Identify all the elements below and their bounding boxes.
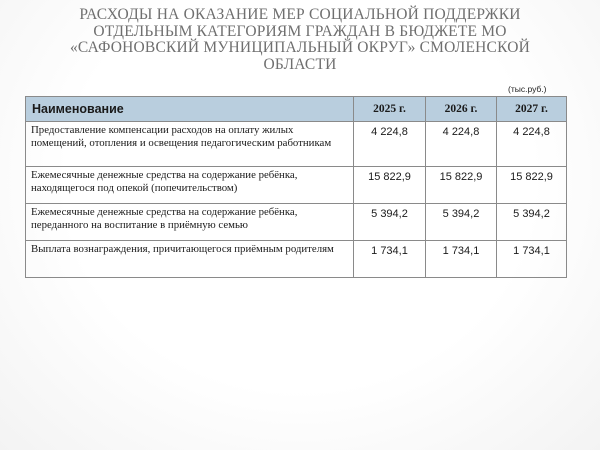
table-row — [26, 167, 567, 204]
slide-title-line: ОТДЕЛЬНЫМ КАТЕГОРИЯМ ГРАЖДАН В БЮДЖЕТЕ МО — [93, 22, 507, 40]
value-cell-2027: 5 394,2 — [497, 204, 567, 241]
value-cell-2027: 15 822,9 — [497, 167, 567, 204]
slide-title-line: «САФОНОВСКИЙ МУНИЦИПАЛЬНЫЙ ОКРУГ» СМОЛЕНСКОЙ — [69, 39, 531, 56]
column-header-name: Наименование — [26, 97, 354, 122]
value-cell-2025: 4 224,8 — [354, 122, 426, 167]
value-cell-2025: 5 394,2 — [354, 204, 426, 241]
unit-label: (тыс.руб.) — [508, 84, 547, 94]
row-name-cell: Ежемесячные денежные средства на содержание ребёнка, переданного на воспитание в приёмную семью — [26, 204, 354, 241]
slide-title — [40, 7, 560, 73]
value-cell-2025: 1 734,1 — [354, 241, 426, 278]
row-name-cell: Ежемесячные денежные средства на содержание ребёнка, находящегося под опекой (попечительством) — [26, 167, 354, 204]
value-cell-2027: 1 734,1 — [497, 241, 567, 278]
social-support-table — [25, 96, 567, 278]
value-cell-2026: 15 822,9 — [426, 167, 497, 204]
column-header-2027: 2027 г. — [497, 97, 567, 122]
column-header-2026: 2026 г. — [426, 97, 497, 122]
value-cell-2026: 5 394,2 — [426, 204, 497, 241]
slide-title-line: РАСХОДЫ НА ОКАЗАНИЕ МЕР СОЦИАЛЬНОЙ ПОДДЕРЖКИ — [79, 6, 521, 23]
value-cell-2026: 1 734,1 — [426, 241, 497, 278]
table-row — [26, 204, 567, 241]
table-row — [26, 241, 567, 278]
row-name-cell: Предоставление компенсации расходов на оплату жилых помещений, отопления и освещения педагогическим работникам — [26, 122, 354, 167]
row-name-cell: Выплата вознаграждения, причитающегося приёмным родителям — [26, 241, 354, 278]
value-cell-2025: 15 822,9 — [354, 167, 426, 204]
column-header-2025: 2025 г. — [354, 97, 426, 122]
value-cell-2026: 4 224,8 — [426, 122, 497, 167]
slide-title-line: ОБЛАСТИ — [263, 55, 337, 73]
table-header-row — [26, 97, 567, 122]
value-cell-2027: 4 224,8 — [497, 122, 567, 167]
table-row — [26, 122, 567, 167]
